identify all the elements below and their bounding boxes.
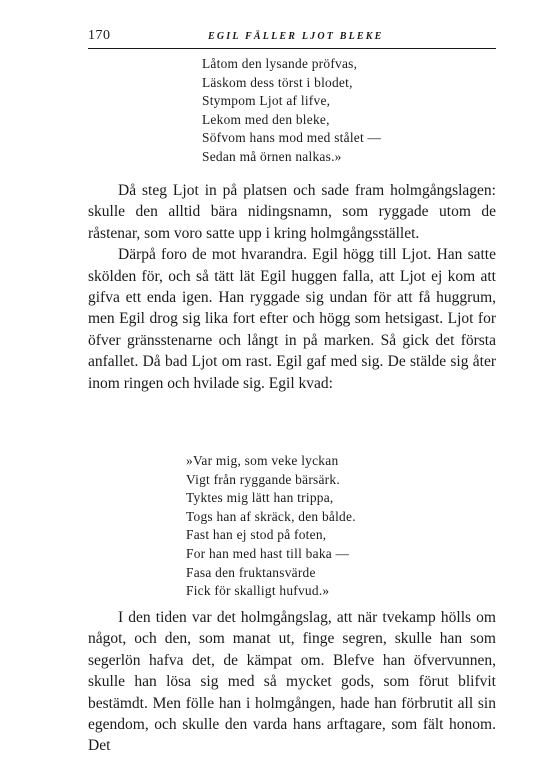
running-title: EGIL FÄLLER LJOT BLEKE — [208, 31, 384, 42]
verse-line: Togs han af skräck, den bålde. — [186, 508, 356, 524]
prose-block-2 — [88, 607, 496, 757]
verse-line: Låtom den lysande pröfvas, — [202, 56, 358, 71]
paragraph: Då steg Ljot in på platsen och sade fram holmgångslagen: skulle den alltid bära nidingsnamn, som ryggade utom de råstenar, som voro satte upp i kring holmgångsstället. — [88, 182, 496, 242]
page-number: 170 — [88, 28, 111, 43]
verse-stanza-2 — [186, 452, 356, 601]
verse-line: Lekom med den bleke, — [202, 111, 330, 127]
verse-line: »Var mig, som veke lyckan — [186, 453, 339, 468]
verse-line: Fast han ej stod på foten, — [186, 527, 327, 543]
verse-line: Fasa den fruktansvärde — [186, 564, 316, 580]
verse-stanza-1 — [202, 55, 381, 167]
verse-line: Vigt från ryggande bärsärk. — [186, 471, 340, 487]
verse-line: Sedan må örnen nalkas.» — [202, 148, 342, 164]
verse-line: Söfvom hans mod med stålet — — [202, 130, 382, 146]
verse-line: For han med hast till baka — — [186, 545, 350, 561]
paragraph: I den tiden var det holmgångslag, att när tvekamp hölls om något, och den, som manat ut, finge segren, skulle han som segerlön hafva det, de kämpat om. Blefve han öfvervunnen, skulle han lösa sig med så mycket gods, som förut blifvit bestämdt. Men fölle han i holmgången, hade han förbrutit all sin egendom, och skulle den varda hans arftagare, som fält honom. Det — [88, 609, 496, 755]
header-rule — [88, 48, 496, 49]
verse-line: Fick för skalligt hufvud.» — [186, 583, 330, 599]
verse-line: Läskom dess törst i blodet, — [202, 74, 353, 90]
verse-line: Stympom Ljot af lifve, — [202, 93, 331, 109]
page-header — [88, 28, 496, 48]
paragraph: Därpå foro de mot hvarandra. Egil högg till Ljot. Han satte skölden för, och så tätt lät Egil huggen falla, att Ljot ej kom att gifva ett enda igen. Han ryggade sig undan för att få huggrum, men Egil drog sig lika fort efter och högg som hetsigast. Ljot for öfver gränsstenarne och långt in på marken. Så gick det första anfallet. Då bad Ljot om rast. Egil gaf med sig. De stälde sig åter inom ringen och hvilade sig. Egil kvad: — [88, 246, 496, 392]
prose-block-1 — [88, 180, 496, 394]
verse-line: Tyktes mig lätt han trippa, — [186, 490, 334, 506]
